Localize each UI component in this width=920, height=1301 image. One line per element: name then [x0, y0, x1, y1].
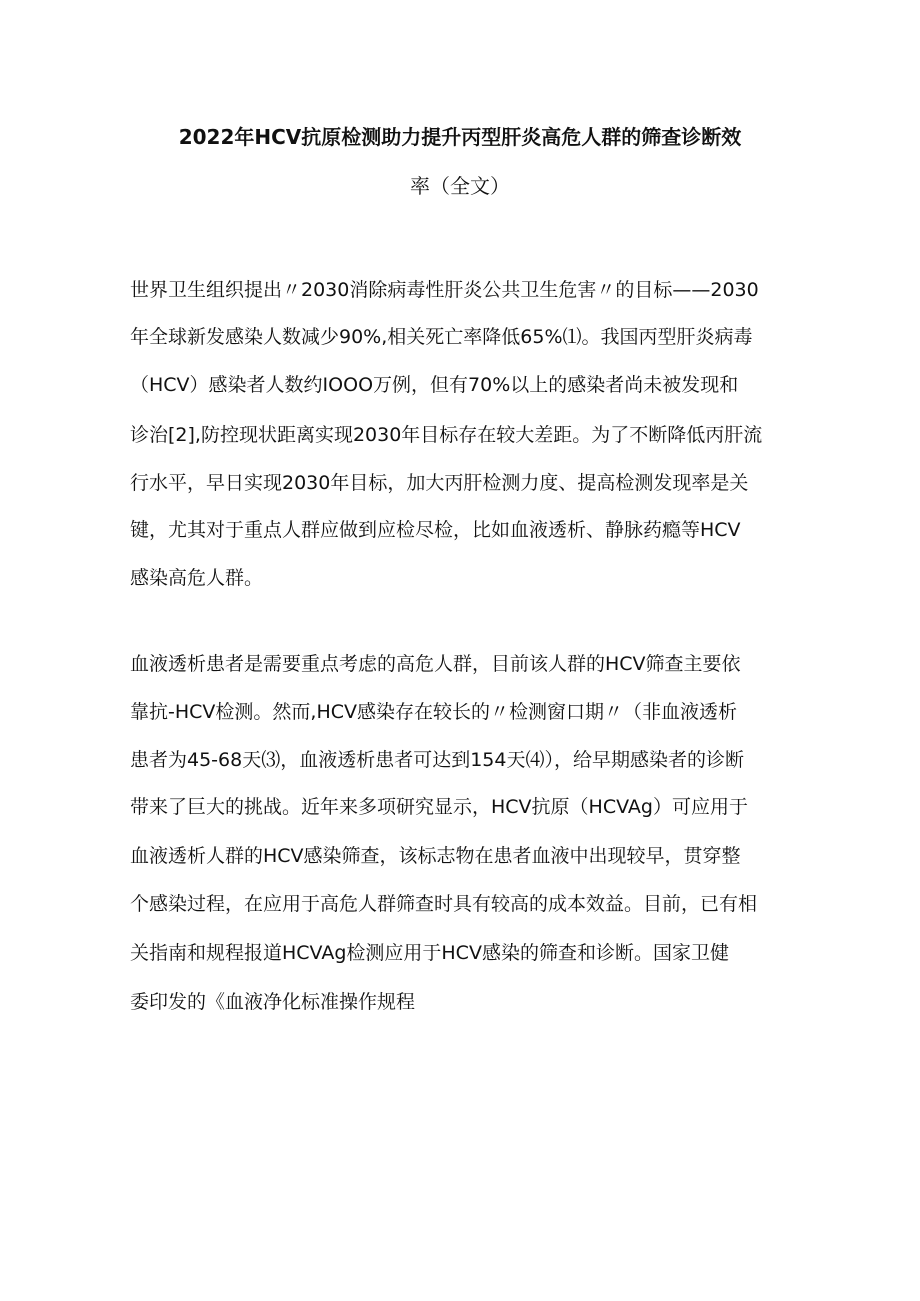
paragraph-1-line-2: 年全球新发感染人数减少90%,相关死亡率降低65%⑴。我国丙型肝炎病毒	[130, 326, 753, 348]
paragraph-2-line-8: 委印发的《血液净化标准操作规程	[130, 991, 416, 1013]
document-title-line-1: 2022年HCV抗原检测助力提升丙型肝炎高危人群的筛查诊断效	[178, 125, 742, 149]
paragraph-1-line-7: 感染高危人群。	[130, 567, 264, 589]
paragraph-2-line-4: 带来了巨大的挑战。近年来多项研究显示，HCV抗原（HCVAg）可应用于	[130, 796, 748, 818]
paragraph-2-line-1: 血液透析患者是需要重点考虑的高危人群，目前该人群的HCV筛查主要依	[130, 653, 741, 675]
paragraph-2-line-2: 靠抗-HCV检测。然而,HCV感染存在较长的〃检测窗口期〃（非血液透析	[130, 701, 737, 723]
paragraph-1-line-4: 诊治[2],防控现状距离实现2030年目标存在较大差距。为了不断降低丙肝流	[130, 424, 763, 446]
paragraph-1-line-3: （HCV）感染者人数约IOOO万例，但有70%以上的感染者尚未被发现和	[130, 374, 739, 396]
paragraph-1-line-1: 世界卫生组织提出〃2030消除病毒性肝炎公共卫生危害〃的目标——2030	[130, 279, 759, 301]
paragraph-2-line-3: 患者为45-68天⑶，血液透析患者可达到154天⑷），给早期感染者的诊断	[130, 749, 744, 771]
paragraph-1-line-6: 键，尤其对于重点人群应做到应检尽检，比如血液透析、静脉药瘾等HCV	[130, 519, 741, 541]
paragraph-2-line-6: 个感染过程，在应用于高危人群筛查时具有较高的成本效益。目前，已有相	[130, 893, 758, 915]
paragraph-2-line-7: 关指南和规程报道HCVAg检测应用于HCV感染的筛查和诊断。国家卫健	[130, 942, 729, 964]
paragraph-2-line-5: 血液透析人群的HCV感染筛查，该标志物在患者血液中出现较早，贯穿整	[130, 845, 741, 867]
document-title-line-2: 率（全文）	[410, 174, 510, 198]
paragraph-1-line-5: 行水平，早日实现2030年目标，加大丙肝检测力度、提高检测发现率是关	[130, 472, 749, 494]
